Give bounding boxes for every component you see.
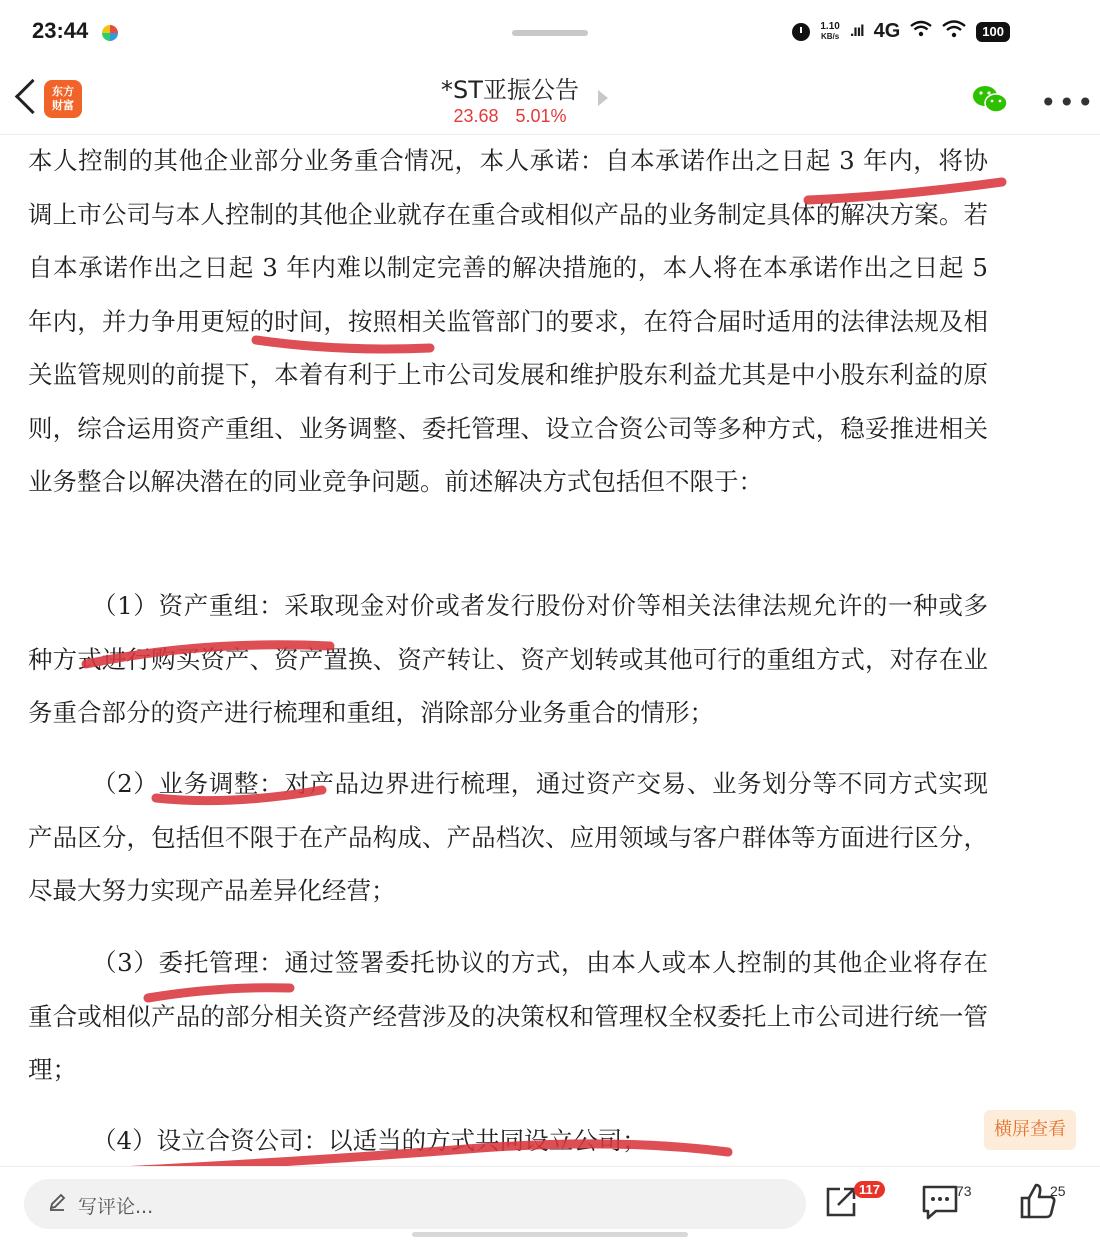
paragraph-asset-restructuring: （1）资产重组：采取现金对价或者发行股份对价等相关法律法规允许的一种或多种方式进行购买资产、资产置换、资产转让、资产划转或其他可行的重组方式，对存在业务重合部分的资产进行梳理和重组，消除部分业务重合的情形； (28, 591, 988, 727)
announcement-content[interactable] (0, 134, 1100, 1164)
paragraph-joint-venture: （4）设立合资公司：以适当的方式共同设立公司； (92, 1126, 647, 1155)
battery-indicator: 100 (976, 22, 1010, 42)
network-speed-value: 1.10 (820, 20, 840, 32)
hotspot-icon (910, 20, 932, 43)
status-bar (0, 0, 1100, 62)
paragraph-business-adjustment: （2）业务调整：对产品边界进行梳理，通过资产交易、业务划分等不同方式实现产品区分，包括但不限于在产品构成、产品档次、应用领域与客户群体等方面进行区分，尽最大努力实现产品差异化经营； (28, 769, 988, 905)
pencil-icon (48, 1193, 66, 1211)
comment-input[interactable] (24, 1179, 806, 1229)
signal-icon: .ııl (849, 22, 864, 40)
comment-placeholder: 写评论... (78, 1196, 154, 1218)
comment-icon[interactable] (920, 1181, 960, 1221)
alarm-clock-icon (792, 23, 810, 41)
network-type: 4G (873, 20, 901, 42)
landscape-view-button[interactable]: 横屏查看 (984, 1110, 1076, 1150)
wechat-share-icon[interactable] (972, 84, 1008, 114)
stock-price: 23.68 (453, 106, 499, 126)
expand-arrow-icon[interactable] (598, 90, 608, 106)
app-notification-icon (102, 25, 118, 41)
more-options-icon[interactable]: ••• (1040, 86, 1096, 119)
stock-change: 5.01% (515, 106, 567, 126)
network-speed-unit: KB/s (820, 31, 840, 41)
logo-text: 东方财富 (52, 85, 74, 112)
wifi-icon (942, 20, 966, 43)
paragraph-intro: 本人控制的其他企业部分业务重合情况，本人承诺：自本承诺作出之日起 3 年内，将协调上市公司与本人控制的其他企业就存在重合或相似产品的业务制定具体的解决方案。若自本承诺作出之日起 3 年内难以制定完善的解决措施的，本人将在本承诺作出之日起 5 年内，并力争用更短的时间，按照相关监管部门的要求，在符合届时适用的法律法规及相关监管规则的前提下，本着有利于上市公司发展和维护股东利益尤其是中小股东利益的原则，综合运用资产重组、业务调整、委托管理、设立合资公司等多种方式，稳妥推进相关业务整合以解决潜在的同业竞争问题。前述解决方式包括但不限于： (28, 146, 988, 496)
nav-bar (0, 62, 1100, 135)
status-time: 23:44 (32, 18, 89, 43)
status-indicators (792, 20, 1010, 43)
comment-count: 73 (956, 1183, 972, 1199)
drag-handle (512, 30, 588, 36)
bottom-bar (0, 1166, 1100, 1241)
page-title[interactable]: *ST亚振公告 (441, 76, 579, 104)
home-indicator (412, 1232, 688, 1237)
like-count: 25 (1050, 1183, 1066, 1199)
stock-quote[interactable] (0, 106, 1020, 127)
network-speed (820, 22, 839, 42)
paragraph-entrusted-management: （3）委托管理：通过签署委托协议的方式，由本人或本人控制的其他企业将存在重合或相似产品的部分相关资产经营涉及的决策权和管理权全权委托上市公司进行统一管理； (28, 948, 988, 1084)
share-count-badge: 117 (854, 1181, 885, 1198)
